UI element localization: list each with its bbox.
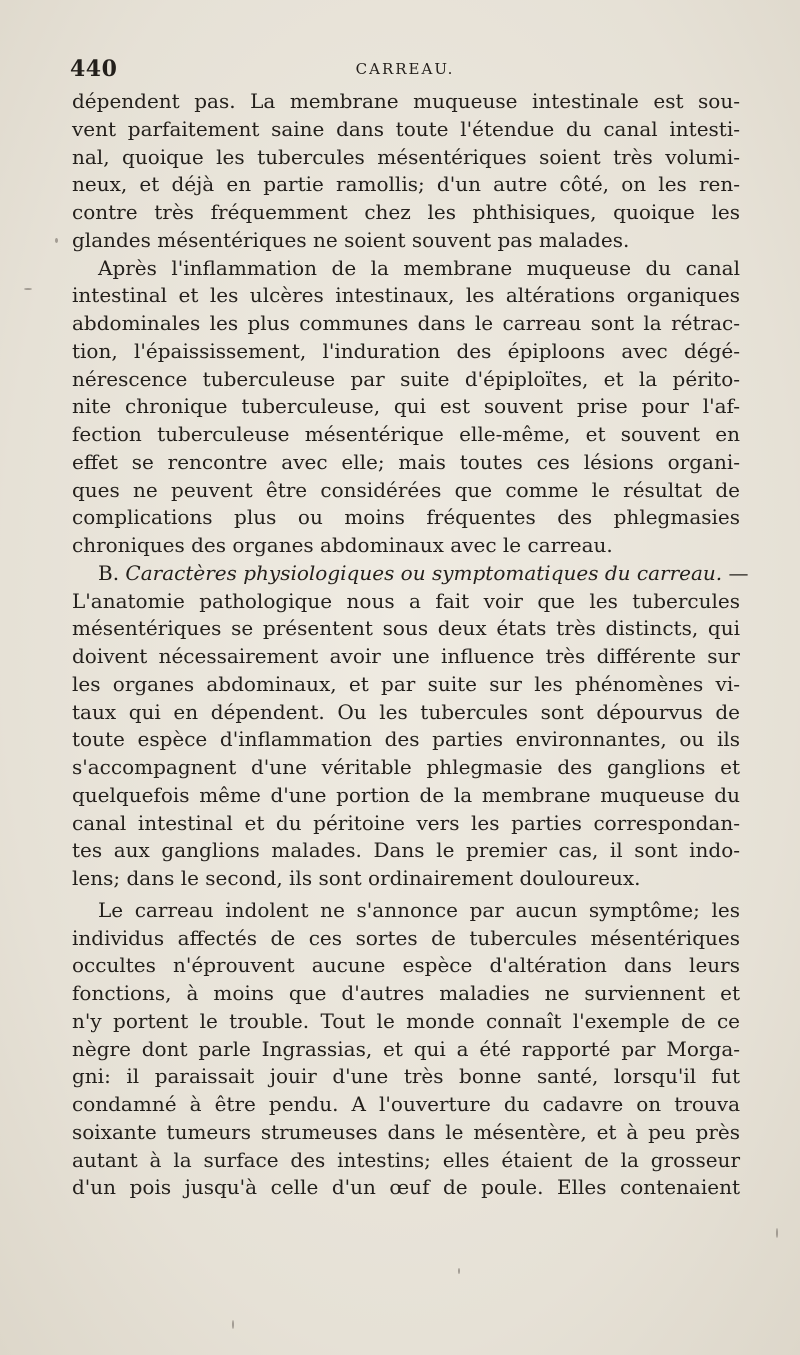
running-head — [70, 56, 740, 86]
text-line: d'un pois jusqu'à celle d'un œuf de poule. Elles contenaient — [72, 1175, 740, 1200]
text-line: les organes abdominaux, et par suite sur les phénomènes vi- — [72, 671, 740, 696]
text-line: vent parfaitement saine dans toute l'étendue du canal intesti- — [72, 116, 740, 141]
section-label: B. — [98, 560, 120, 585]
text-line: glandes mésentériques ne soient souvent pas malades. — [72, 227, 630, 252]
paper-speck — [232, 1320, 234, 1329]
paper-speck — [776, 1228, 778, 1238]
paper-speck — [458, 1268, 460, 1274]
text-line: tion, l'épaississement, l'induration des épiploons avec dégé- — [72, 338, 740, 363]
text-line: nal, quoique les tubercules mésentériques soient très volumi- — [72, 144, 740, 169]
text-line: gni: il paraissait jouir d'une très bonne santé, lorsqu'il fut — [72, 1064, 740, 1089]
running-title: CARREAU. — [355, 60, 455, 78]
paper-speck — [24, 288, 32, 290]
text-line: n'y portent le trouble. Tout le monde connaît l'exemple de ce — [72, 1008, 740, 1033]
text-line: L'anatomie pathologique nous a fait voir que les tubercules — [72, 588, 740, 613]
body-text — [72, 88, 749, 1202]
text-line: complications plus ou moins fréquentes des phlegmasies — [72, 505, 740, 530]
text-line: autant à la surface des intestins; elles étaient de la grosseur — [72, 1147, 740, 1172]
text-line: nérescence tuberculeuse par suite d'épiploïtes, et la périto- — [72, 366, 740, 391]
text-line: taux qui en dépendent. Ou les tubercules sont dépourvus de — [72, 699, 740, 724]
text-line: abdominales les plus communes dans le carreau sont la rétrac- — [72, 311, 740, 335]
text-line: fonctions, à moins que d'autres maladies ne surviennent et — [72, 981, 740, 1005]
text-line: doivent nécessairement avoir une influence très différente sur — [72, 644, 740, 668]
text-line: toute espèce d'inflammation des parties environnantes, ou ils — [72, 727, 740, 752]
text-line: chroniques des organes abdominaux avec le carreau. — [72, 533, 613, 557]
page-number: 440 — [70, 56, 118, 82]
text-line: lens; dans le second, ils sont ordinairement douloureux. — [72, 866, 641, 890]
section-heading — [72, 560, 749, 588]
text-line: dépendent pas. La membrane muqueuse intestinale est sou- — [72, 89, 740, 113]
section-dash: — — [728, 560, 749, 585]
text-line: condamné à être pendu. A l'ouverture du cadavre on trouva — [72, 1092, 740, 1116]
text-line: occultes n'éprouvent aucune espèce d'altération dans leurs — [72, 953, 740, 978]
text-line: mésentériques se présentent sous deux états très distincts, qui — [72, 616, 740, 641]
text-line: nègre dont parle Ingrassias, et qui a été rapporté par Morga- — [72, 1036, 740, 1061]
text-line: contre très fréquemment chez les phthisiques, quoique les — [72, 200, 740, 224]
text-line: effet se rencontre avec elle; mais toutes ces lésions organi- — [72, 449, 740, 474]
text-line: Le carreau indolent ne s'annonce par aucun symptôme; les — [98, 897, 740, 922]
text-line: nite chronique tuberculeuse, qui est souvent prise pour l'af- — [72, 394, 740, 419]
text-line: canal intestinal et du péritoine vers les parties correspondan- — [72, 810, 740, 835]
text-line: ques ne peuvent être considérées que comme le résultat de — [72, 477, 740, 502]
text-line: fection tuberculeuse mésentérique elle-même, et souvent en — [72, 422, 740, 446]
text-line: tes aux ganglions malades. Dans le premier cas, il sont indo- — [72, 838, 740, 863]
section-title: Caractères physiologiques ou symptomatiques du carreau. — [125, 560, 723, 585]
paper-speck — [55, 238, 58, 243]
text-line: neux, et déjà en partie ramollis; d'un autre côté, on les ren- — [72, 172, 740, 197]
text-line: Après l'inflammation de la membrane muqueuse du canal — [98, 255, 740, 280]
text-line: s'accompagnent d'une véritable phlegmasie des ganglions et — [72, 755, 740, 779]
text-line: quelquefois même d'une portion de la membrane muqueuse du — [72, 782, 740, 807]
text-line: soixante tumeurs strumeuses dans le mésentère, et à peu près — [72, 1119, 740, 1144]
text-line: intestinal et les ulcères intestinaux, les altérations organiques — [72, 283, 740, 308]
text-line: individus affectés de ces sortes de tubercules mésentériques — [72, 925, 740, 950]
